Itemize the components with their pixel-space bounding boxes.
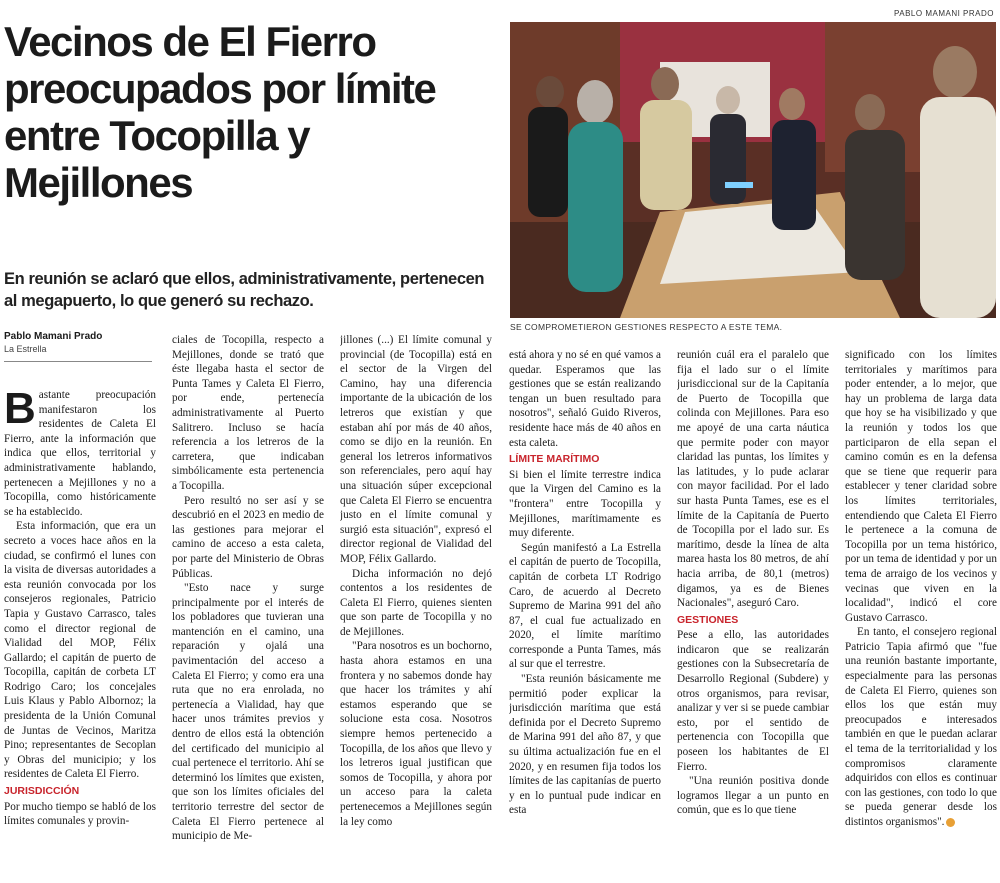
author-publication: La Estrella <box>4 344 47 354</box>
photo-caption: SE COMPROMETIERON GESTIONES RESPECTO A ESTE TEMA. <box>510 322 783 332</box>
paragraph: Bastante preocupación manifestaron los residentes de Caleta El Fierro, ante la información que indica que ellos, territorial y administrativamente hablando, pertenecen a Mejillones y no a Tocopilla, como históricamente se ha establecido. <box>4 388 156 518</box>
headline: Vecinos de El Fierro preocupados por límite entre Tocopilla y Mejillones <box>4 18 436 206</box>
article-column-2 <box>172 333 324 883</box>
article-column-5 <box>677 348 829 883</box>
subhead-limite-maritimo: LÍMITE MARÍTIMO <box>509 453 600 466</box>
author-block <box>4 330 154 355</box>
paragraph: Si bien el límite terrestre indica que la Virgen del Camino es la "frontera" entre Tocopilla y Mejillones, marítimamente es muy diferente. <box>509 468 661 540</box>
paragraph: ciales de Tocopilla, respecto a Mejillones, donde se trató que éste llegaba hasta el sector de Punta Tames y Caleta El Fierro, por ende, pertenecía administrativamente al Puerto Salitrero. Incluso se hacía referencia a los letreros de la carretera, que indicaban simbólicamente esta pertenencia a Tocopilla. <box>172 334 324 492</box>
drop-cap: B <box>4 388 36 433</box>
paragraph: está ahora y no sé en qué vamos a quedar. Esperamos que las gestiones que se están realizando tengan un buen resultado para nosotros", señaló Guido Riveros, residente hace más de 40 años en esta caleta. <box>509 349 661 449</box>
paragraph: Pero resultó no ser así y se descubrió en el 2023 en medio de las gestiones para mejorar el camino de acceso a esta caleta, por parte del Ministerio de Obras Públicas. <box>172 494 324 580</box>
end-of-article-icon <box>946 818 955 827</box>
paragraph: Esta información, que era un secreto a voces hace años en la ciudad, se confirmó el lunes con la visita de diversas autoridades a esta reunión convocada por los consejeros regionales, Patricio Tapia y Gustavo Carrasco, tales como el director regional de Vialidad del MOP, Félix Gallardo; el capitán de puerto de Tocopilla, capitán de corbeta LT Rodrigo Caro; los concejales Luis Klaus y Pablo Albornoz; la presidenta de la Unión Comunal de Juntas de Vecinos, Maritza Pino; representantes de Secoplan y Obras del municipio; y los residentes de Caleta El Fierro. <box>4 520 156 781</box>
paragraph: "Para nosotros es un bochorno, hasta ahora estamos en una frontera y no sabemos donde hay que hacer los trámites y ahí estamos esperando que se solucione esta cosa. Nosotros siempre hemos pertenecido a Tocopilla, de los años que llevo y los letreros igual justifican que somos de Tocopilla, y ahora por un acceso para la caleta pertenecemos a Mejillones según la ley como <box>340 640 492 828</box>
author-name: Pablo Mamani Prado <box>4 331 103 342</box>
paragraph: significado con los límites territoriales y marítimos para poder entender, a lo mejor, que hay un problema de larga data que hoy se ha visibilizado y que la reunión y todos los que participaron de ella sepan el camino común es en la defensa que se tiene que requerir para establecer y tener claridad sobre los límites territoriales, entendiendo que Caleta El Fierro le pertenece a la comuna de Tocopilla por un tema histórico, por un tema de identidad y por un tema de arraigo de los vecinos y vecinas que viven en la localidad", indicó el core Gustavo Carrasco. <box>845 349 997 624</box>
article-column-3 <box>340 333 492 883</box>
subhead-gestiones: GESTIONES <box>677 613 739 626</box>
paragraph: "Esta reunión básicamente me permitió poder explicar la jurisdicción marítima que está definida por el Decreto Supremo de Marina 991 del año 87, y que su última actualización fue en el 2020, y en resumen fija todos los límites de las capitanías de puerto y en lo puntual pude indicar en esta <box>509 673 661 817</box>
paragraph: jillones (...) El límite comunal y provincial (de Tocopilla) está en el sector de la Virgen del Camino, hay una diferencia importante de la ubicación de los letreros que existían y que estaban ahí por más de 40 años, como se dijo en la reunión. En general los letreros informativos son referenciales, pero aquí hay una situación súper excepcional que Caleta El Fierro se encuentra justo en el límite comunal y surgió esta situación", expresó el director regional de Vialidad del MOP, Félix Gallardo. <box>340 334 492 565</box>
photo-credit: PABLO MAMANI PRADO <box>894 9 994 18</box>
author-divider <box>4 361 152 362</box>
article-photo <box>510 22 996 318</box>
deck: En reunión se aclaró que ellos, administrativamente, pertenecen al megapuerto, lo que generó su rechazo. <box>4 270 485 310</box>
subhead-jurisdiccion: JURISDICCIÓN <box>4 785 80 798</box>
meeting-photo-illustration <box>510 22 996 318</box>
paragraph: Por mucho tiempo se habló de los límites comunales y provin- <box>4 800 156 828</box>
paragraph: "Esto nace y surge principalmente por el interés de los pobladores que tuvieran una mantención en el camino, una reparación y ojalá una pavimentación del acceso a Caleta El Fierro; y como era una ruta que no era enrolada, no pertenecía a Vialidad, hay que hacer unos trámites previos y dentro de ellos está la obtención del certificado del municipio al cual pertenece el territorio. Ahí se determinó los límites que existen, que son los límites oficiales del territorio terrestre del sector de Caleta El Fierro pertenece al municipio de Me- <box>172 582 324 843</box>
paragraph: Pese a ello, las autoridades indicaron que se realizarán gestiones con la Subsecretaría de Desarrollo Regional (Subdere) y otros organismos, para revisar, analizar y ver si se puede cambiar esto, por el sentido de pertenencia con Tocopilla que poseen los habitantes de El Fierro. <box>677 629 829 773</box>
paragraph: Dicha información no dejó contentos a los residentes de Caleta El Fierro, quienes sienten que son parte de Tocopilla y no de Mejillones. <box>340 567 492 638</box>
paragraph: "Una reunión positiva donde logramos llegar a un punto en común, que es lo que tiene <box>677 775 829 817</box>
article-column-6 <box>845 348 997 883</box>
paragraph: reunión cuál era el paralelo que fija el lado sur o el límite jurisdiccional sur de la Capitanía de Puerto de Tocopilla que colinda con Mejillones. Para eso me apoyé de una carta náutica que permite poder con mayor claridad las puntas, los límites y las latitudes, y lo pude aclarar con mayor facilidad. Por el lado sur hasta Punta Tames, ese es el límite de la Capitanía de Puerto de Tocopilla por el lado sur. Es marítimo, desde la línea de alta marea hasta los 80 metros, de ahí hacia arriba, de 80,1 (metros) digamos, ya es de Bienes Nacionales", aseguró Caro. <box>677 349 829 610</box>
article-column-4 <box>509 348 661 883</box>
paragraph: Según manifestó a La Estrella el capitán de puerto de Tocopilla, capitán de corbeta LT Rodrigo Caro, de acuerdo al Decreto Supremo de Marina 991 del año 87, el cual fue actualizado en 2020, el límite marítimo corresponde a Punta Tames, más al sur que el terrestre. <box>509 541 661 671</box>
article-column-1 <box>4 388 156 883</box>
paragraph: En tanto, el consejero regional Patricio Tapia afirmó que "fue una reunión bastante importante, especialmente para las personas de Caleta El Fierro, quienes son ellos los que están muy preocupados e interesados también en que le puedan aclarar el tema de la territorialidad y los compromisos claramente adquiridos con ellos es continuar con las gestiones, con todo lo que se pueda generar desde los distintos organismos". <box>845 626 997 828</box>
